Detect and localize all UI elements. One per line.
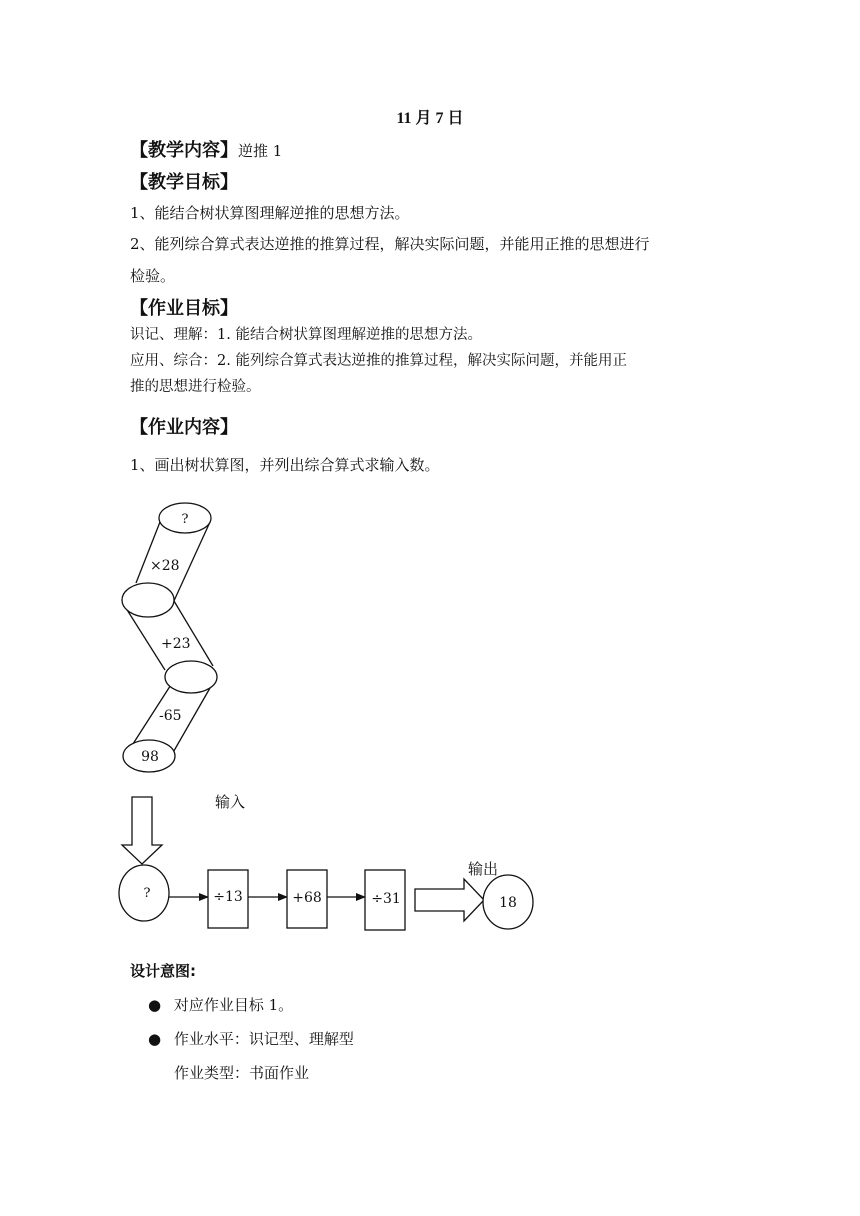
tree-node <box>122 583 174 617</box>
flow-step-1: ÷13 <box>213 889 243 905</box>
tree-node <box>165 661 217 693</box>
output-label: 输出 <box>468 860 499 878</box>
homework-content-heading: 【作业内容】 <box>130 417 238 438</box>
design-bullet-2-text: 作业水平：识记型、理解型 <box>173 1030 354 1048</box>
teaching-goals-heading: 【教学目标】 <box>130 172 238 193</box>
design-heading: 设计意图: <box>130 962 196 980</box>
teaching-goal-2: 2、能列综合算式表达逆推的推算过程，解决实际问题，并能用正推的思想进行 <box>130 235 650 253</box>
input-arrow <box>122 797 162 864</box>
tree-band-edge <box>174 601 213 666</box>
flow-end-label: 18 <box>499 895 517 911</box>
page-date: 11 月 7 日 <box>396 110 464 127</box>
teaching-goal-2-cont: 检验。 <box>130 267 176 285</box>
homework-goals-heading: 【作业目标】 <box>130 298 238 319</box>
flow-step-2: +68 <box>292 890 322 906</box>
homework-goal-1: 识记、理解：1. 能结合树状算图理解逆推的思想方法。 <box>130 327 482 343</box>
output-arrow <box>415 879 484 921</box>
tree-bottom-label: 98 <box>141 749 159 765</box>
teaching-content-text: 逆推 1 <box>238 142 283 160</box>
design-type-line: 作业类型：书面作业 <box>174 1064 310 1082</box>
tree-op-2: +23 <box>161 636 191 652</box>
flow-start-label: ? <box>143 886 151 901</box>
teaching-content-heading: 【教学内容】 <box>130 140 238 161</box>
homework-goal-2: 应用、综合：2. 能列综合算式表达逆推的推算过程，解决实际问题，并能用正 <box>130 353 627 369</box>
input-label: 输入 <box>215 793 246 811</box>
flow-step-3: ÷31 <box>371 891 401 907</box>
design-bullet-1-text: 对应作业目标 1。 <box>173 996 294 1014</box>
design-bullet-2 <box>148 1028 354 1049</box>
homework-question: 1、画出树状算图，并列出综合算式求输入数。 <box>130 456 440 474</box>
tree-op-3: -65 <box>159 708 182 724</box>
teaching-goal-1: 1、能结合树状算图理解逆推的思想方法。 <box>130 204 410 222</box>
homework-goal-2-cont: 推的思想进行检验。 <box>130 379 261 395</box>
bullet-icon: ● <box>148 1030 162 1048</box>
bullet-icon: ● <box>148 996 162 1014</box>
tree-top-label: ? <box>181 512 189 527</box>
tree-op-1: ×28 <box>150 558 180 574</box>
design-bullet-1 <box>148 994 293 1015</box>
